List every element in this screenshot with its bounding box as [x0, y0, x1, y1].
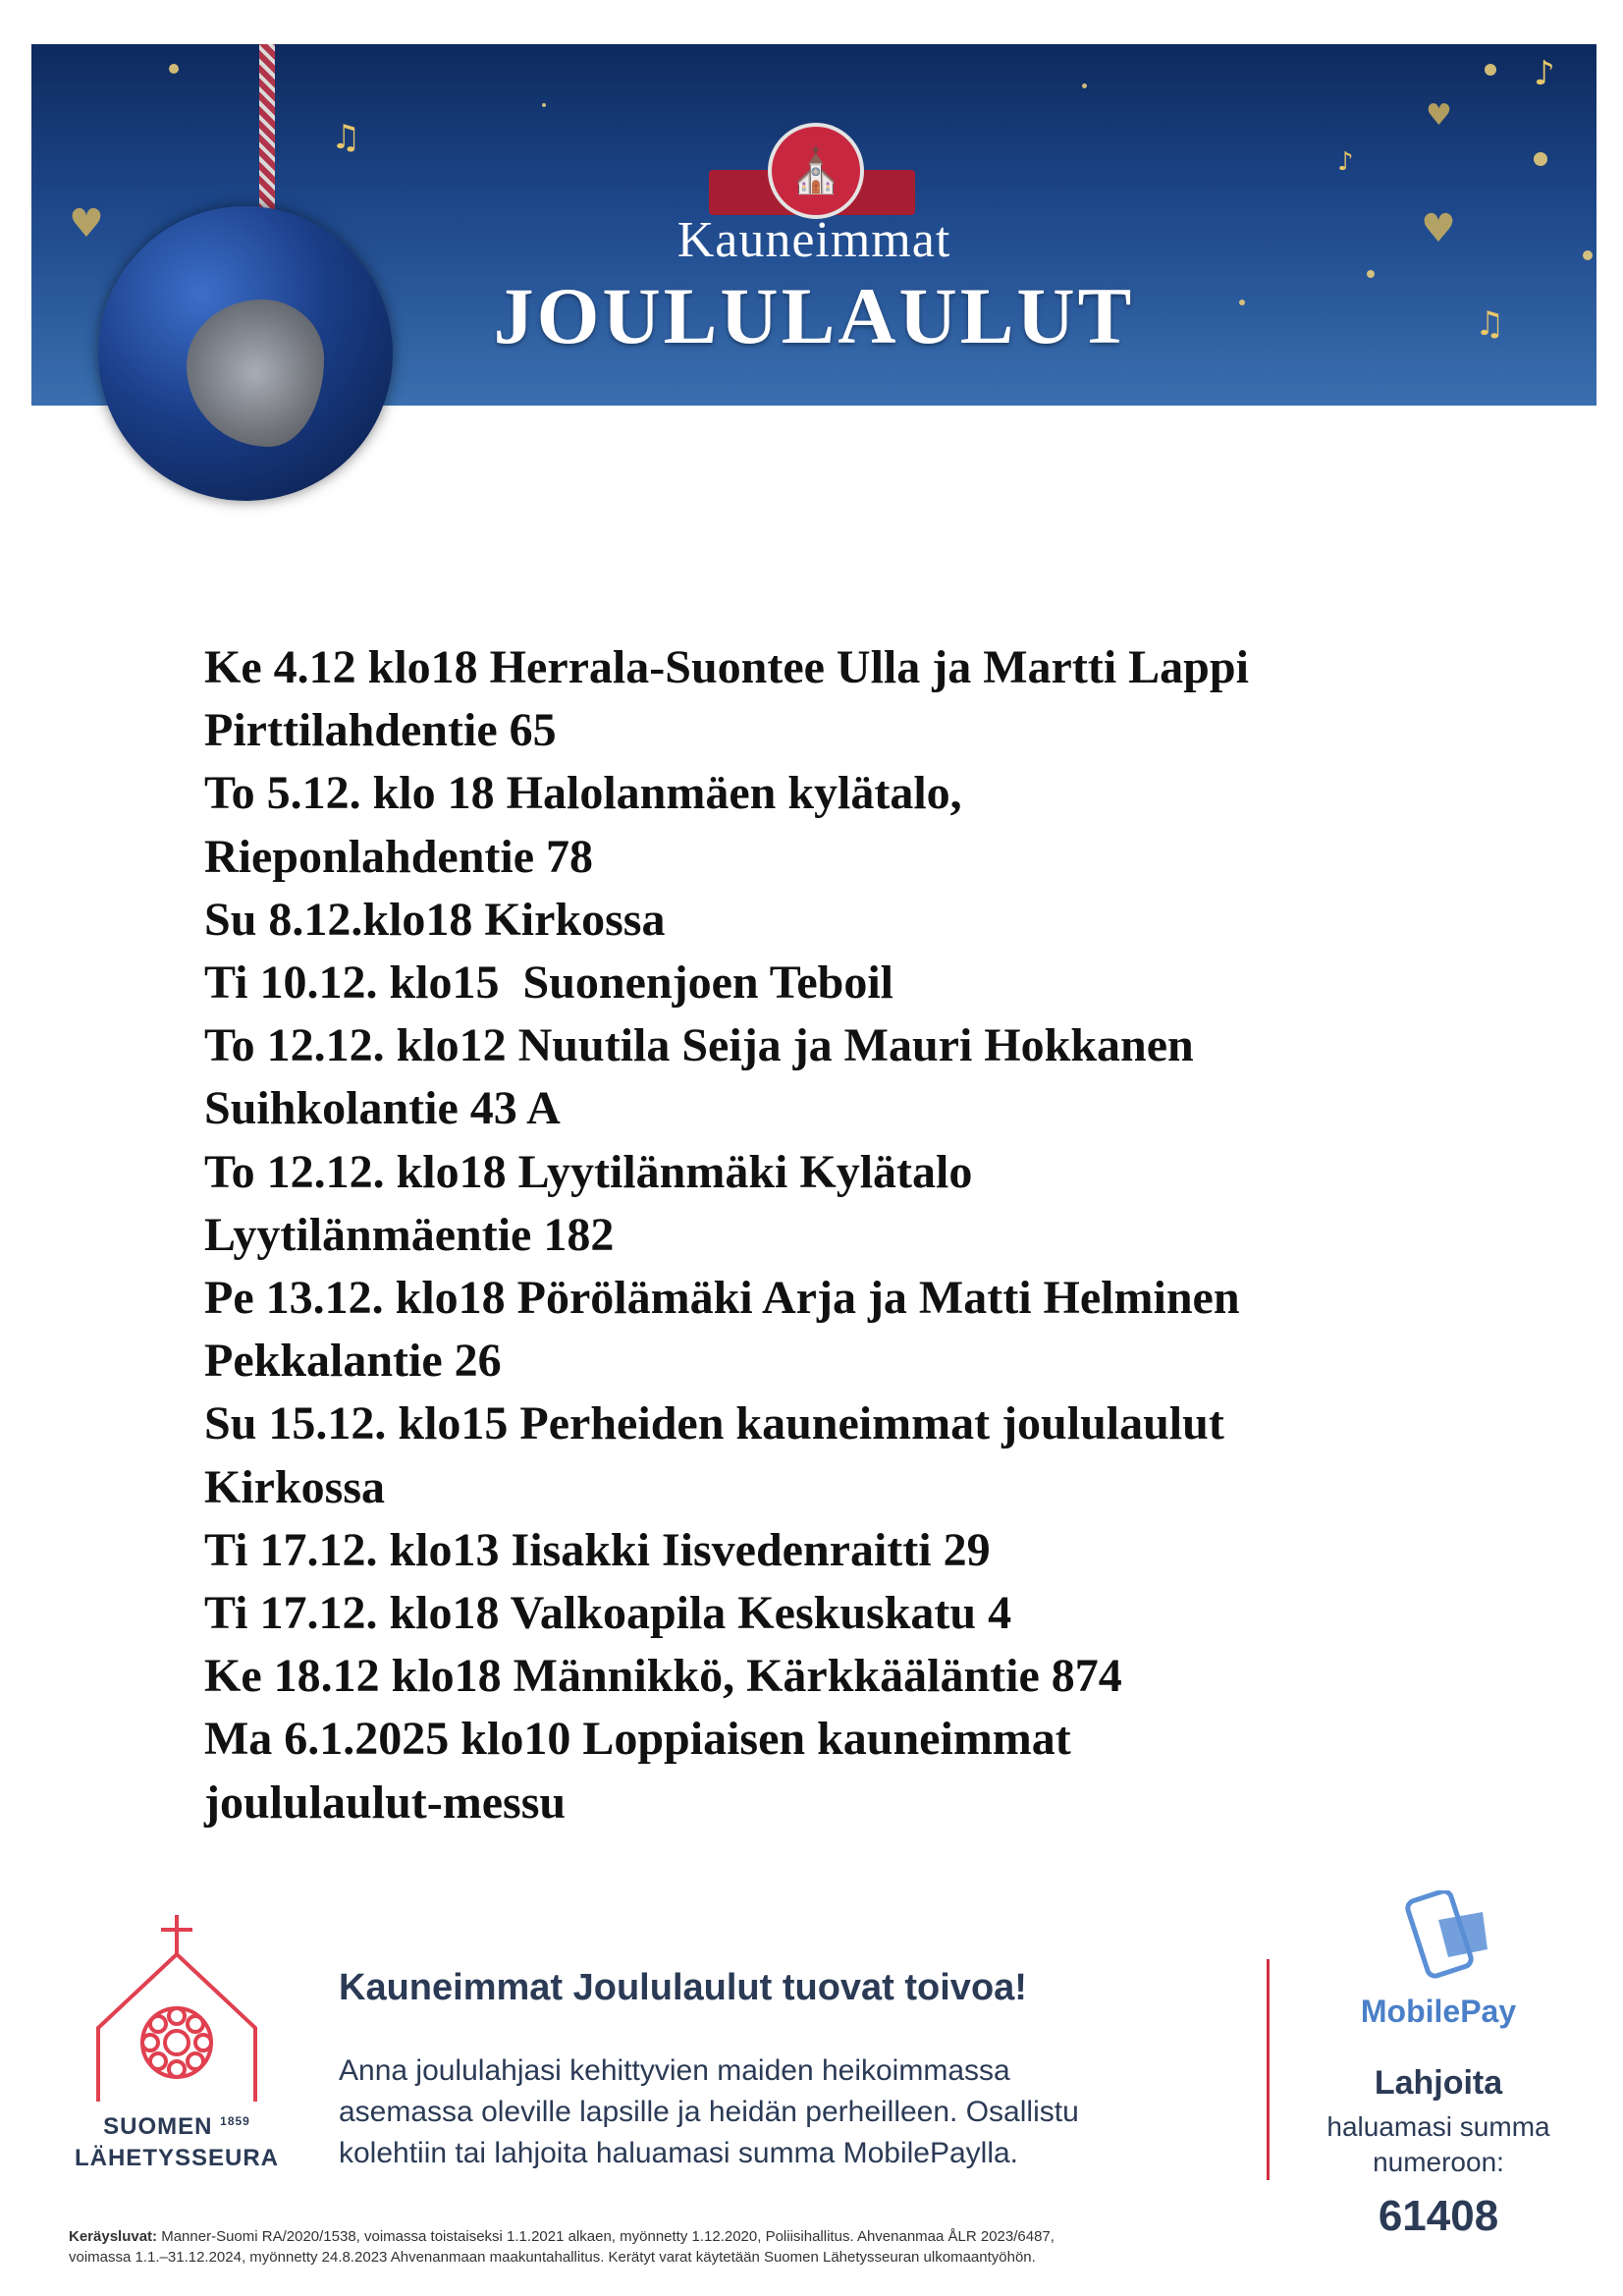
music-note-icon: ♪ — [1534, 54, 1555, 93]
schedule-line: joululaulut-messu — [204, 1776, 567, 1829]
schedule-line: Pe 13.12. klo18 Pörölämäki Arja ja Matti Helminen — [204, 1272, 1240, 1325]
music-note-icon: ♫ — [1475, 304, 1505, 344]
heart-icon: ♥ — [1426, 98, 1452, 133]
footer-body-line: kolehtiin tai lahjoita haluamasi summa MobilePaylla. — [339, 2137, 1019, 2169]
sparkle-decoration — [169, 64, 179, 74]
footer-divider — [1267, 1959, 1270, 2180]
schedule-line: Lyytilänmäentie 182 — [204, 1208, 615, 1261]
org-name-word: SUOMEN — [103, 2113, 213, 2140]
heart-icon: ♥ — [69, 201, 104, 246]
fineprint-text: Manner-Suomi RA/2020/1538, voimassa toistaiseksi 1.1.2021 alkaen, myönnetty 1.12.2020, Poliisihallitus. Ahvenanmaa ÅLR 2023/6487, — [157, 2228, 1055, 2245]
globe-ornament-icon — [98, 206, 393, 501]
sparkle-decoration — [542, 103, 546, 107]
schedule-line: Ti 17.12. klo18 Valkoapila Keskuskatu 4 — [204, 1587, 1012, 1640]
schedule-line: Rieponlahdentie 78 — [204, 830, 594, 883]
schedule-list — [204, 636, 1481, 1834]
africa-continent-shape — [187, 300, 324, 447]
footer-body — [339, 2050, 1222, 2174]
footer-headline: Kauneimmat Joululaulut tuovat toivoa! — [339, 1967, 1027, 2008]
donate-title: Lahjoita — [1374, 2064, 1503, 2102]
schedule-line: Ti 10.12. klo15 Suonenjoen Teboil — [204, 957, 893, 1010]
schedule-line: Ke 4.12 klo18 Herrala-Suontee Ulla ja Martti Lappi — [204, 641, 1249, 693]
schedule-line: To 12.12. klo12 Nuutila Seija ja Mauri Hokkanen — [204, 1019, 1194, 1072]
music-note-icon: ♫ — [331, 118, 361, 157]
schedule-line: Su 15.12. klo15 Perheiden kauneimmat joululaulut — [204, 1397, 1224, 1450]
footer-body-line: asemassa oleville lapsille ja heidän perheilleen. Osallistu — [339, 2096, 1079, 2128]
schedule-line: Pirttilahdentie 65 — [204, 704, 557, 757]
schedule-line: Ke 18.12 klo18 Männikkö, Kärkkääläntie 874 — [204, 1650, 1122, 1703]
donate-text — [1276, 2109, 1600, 2180]
banner-title-line1: Kauneimmat — [676, 212, 951, 268]
schedule-line: Su 8.12.klo18 Kirkossa — [204, 893, 666, 946]
banner-title-line2: JOULULAULUT — [493, 271, 1135, 360]
schedule-line: To 12.12. klo18 Lyytilänmäki Kylätalo — [204, 1145, 973, 1198]
church-badge-icon: ⛪ — [768, 123, 864, 219]
heart-icon: ♥ — [1421, 206, 1456, 251]
donate-text-line: haluamasi summa — [1326, 2111, 1550, 2142]
fineprint-line1 — [69, 2226, 1306, 2247]
collection-permits-fineprint — [69, 2226, 1306, 2268]
schedule-line: Ti 17.12. klo13 Iisakki Iisvedenraitti 29 — [204, 1523, 991, 1576]
schedule-line: Kirkossa — [204, 1460, 386, 1513]
schedule-line: Suihkolantie 43 A — [204, 1082, 561, 1135]
org-year: 1859 — [220, 2114, 250, 2128]
sparkle-decoration — [1485, 64, 1496, 76]
sparkle-decoration — [1082, 83, 1087, 88]
fineprint-line2: voimassa 1.1.–31.12.2024, myönnetty 24.8.2023 Ahvenanmaan maakuntahallitus. Kerätyt varat käytetään Suomen Lähetysseuran ulkomaantyöhön. — [69, 2249, 1036, 2266]
donate-text-line: numeroon: — [1373, 2147, 1504, 2177]
footer-body-line: Anna joululahjasi kehittyvien maiden heikoimmassa — [339, 2054, 1010, 2087]
mobilepay-icon — [1389, 1890, 1497, 1979]
music-note-icon: ♪ — [1337, 147, 1354, 177]
ornament-ribbon — [259, 44, 275, 211]
schedule-line: To 5.12. klo 18 Halolanmäen kylätalo, — [204, 767, 962, 820]
org-name-line2: LÄHETYSSEURA — [74, 2145, 280, 2171]
org-name-line1 — [59, 2113, 295, 2141]
mobilepay-label: MobilePay — [1360, 1994, 1517, 2029]
fineprint-label: Keräysluvat: — [69, 2228, 158, 2245]
sparkle-decoration — [1534, 152, 1547, 166]
schedule-line: Ma 6.1.2025 klo10 Loppiaisen kauneimmat — [204, 1713, 1071, 1766]
schedule-line: Pekkalantie 26 — [204, 1335, 502, 1388]
donate-number: 61408 — [1378, 2192, 1499, 2240]
